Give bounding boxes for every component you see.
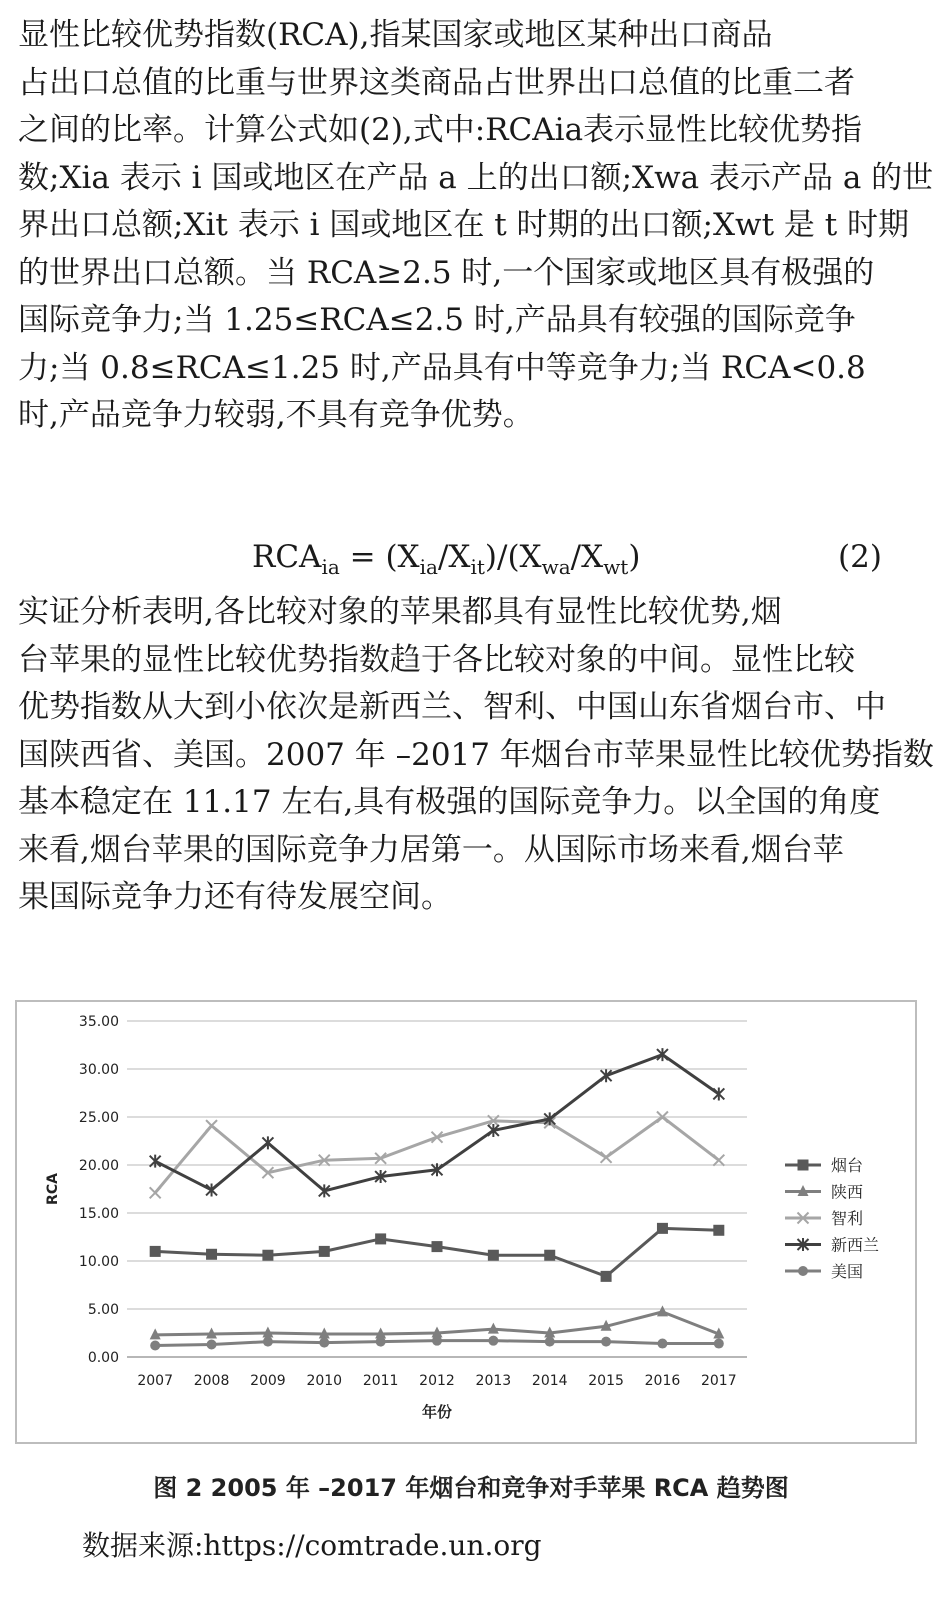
text-line: 优势指数从大到小依次是新西兰、智利、中国山东省烟台市、中 [18,689,886,725]
data-point [319,1246,330,1257]
data-point [657,1339,667,1349]
data-point [545,1337,555,1347]
paragraph-rca-definition [18,12,934,440]
legend-label: 美国 [831,1262,864,1281]
series-line-1 [155,1228,719,1276]
text-line: 来看,烟台苹果的国际竞争力居第一。从国际市场来看,烟台苹 [18,831,844,868]
data-point [206,1120,217,1131]
text-line: 显性比较优势指数(RCA),指某国家或地区某种出口商品 [18,17,773,53]
x-tick-label: 2011 [362,1373,399,1389]
x-tick-label: 2013 [475,1373,512,1389]
y-axis-title: RCA [45,1173,61,1205]
text-line: 力;当 0.8≤RCA≤1.25 时,产品具有中等竞争力;当 RCA<0.8 [18,349,866,386]
text-line: 之间的比率。计算公式如(2),式中:RCAia表示显性比较优势指 [18,112,863,148]
data-point [263,1337,273,1347]
text-line: 的世界出口总额。当 RCA≥2.5 时,一个国家或地区具有极强的 [18,254,875,291]
figure-caption: 图 2 2005 年 –2017 年烟台和竞争对手苹果 RCA 趋势图 [153,1474,789,1502]
rca-trend-chart [15,1000,917,1444]
x-tick-label: 2017 [700,1373,737,1389]
x-tick-label: 2012 [419,1373,455,1389]
rca-formula: $RCA_{ia} = (X_{ia}/X_{it})/(X_{wa}/X_{wt})$ [252,539,641,580]
equation-number: (2) [838,539,882,575]
data-point [150,1340,160,1350]
formula-block [0,533,942,581]
data-point [714,1339,724,1349]
data-point [432,1336,442,1346]
data-point [262,1250,273,1261]
y-tick-label: 0.00 [87,1350,119,1366]
data-point [150,1187,161,1198]
y-tick-label: 30.00 [78,1062,119,1078]
text-line: 实证分析表明,各比较对象的苹果都具有显性比较优势,烟 [18,594,782,630]
x-axis-title: 年份 [421,1403,453,1421]
data-point [713,1225,724,1236]
legend-label: 新西兰 [831,1235,880,1255]
chart-canvas [17,1002,915,1442]
text-line: 基本稳定在 11.17 左右,具有极强的国际竞争力。以全国的角度 [18,784,881,820]
series-line-3 [155,1117,719,1193]
data-point [601,1271,612,1282]
data-point [150,1246,161,1257]
data-point [207,1340,217,1350]
data-point [713,1087,724,1100]
legend-marker [798,1160,809,1171]
legend-label: 烟台 [831,1156,864,1175]
data-point [432,1241,443,1252]
legend-marker [798,1266,808,1276]
y-tick-label: 10.00 [78,1254,119,1270]
data-point [544,1250,555,1261]
x-tick-label: 2007 [137,1373,174,1389]
data-point [601,1337,611,1347]
text-line: 台苹果的显性比较优势指数趋于各比较对象的中间。显性比较 [18,641,855,678]
text-line: 数;Xia 表示 i 国或地区在产品 a 上的出口额;Xwa 表示产品 a 的世 [18,159,934,196]
data-point [206,1249,217,1260]
data-source: 数据来源:https://comtrade.un.org [82,1529,542,1562]
data-point [601,1152,612,1163]
x-tick-label: 2010 [306,1373,343,1389]
legend-label: 智利 [831,1209,864,1228]
data-point [206,1183,217,1196]
data-point [376,1337,386,1347]
y-tick-label: 25.00 [78,1110,119,1126]
data-point [657,1305,668,1316]
y-tick-label: 20.00 [78,1158,119,1174]
data-point [319,1338,329,1348]
legend-label: 陕西 [831,1182,864,1202]
data-point [488,1336,498,1346]
data-point [713,1155,724,1166]
paragraph-empirical-analysis [18,589,934,922]
x-tick-label: 2016 [644,1373,681,1389]
text-line: 占出口总值的比重与世界这类商品占世界出口总值的比重二者 [18,64,855,101]
x-tick-label: 2015 [588,1373,624,1389]
x-tick-label: 2014 [531,1373,568,1389]
text-line: 界出口总额;Xit 表示 i 国或地区在 t 时期的出口额;Xwt 是 t 时期 [18,207,910,243]
data-point [657,1223,668,1234]
y-tick-label: 5.00 [87,1302,119,1318]
data-point [262,1136,273,1149]
text-line: 时,产品竞争力较弱,不具有竞争优势。 [18,397,534,433]
text-line: 国陕西省、美国。2007 年 –2017 年烟台市苹果显性比较优势指数 [18,736,934,773]
y-tick-label: 35.00 [78,1014,119,1030]
y-tick-label: 15.00 [78,1206,119,1222]
x-tick-label: 2008 [193,1373,230,1389]
text-line: 国际竞争力;当 1.25≤RCA≤2.5 时,产品具有较强的国际竞争 [18,302,856,338]
text-line: 果国际竞争力还有待发展空间。 [18,879,452,915]
data-point [375,1233,386,1244]
x-tick-label: 2009 [250,1373,286,1389]
data-point [150,1155,161,1168]
data-point [488,1250,499,1261]
